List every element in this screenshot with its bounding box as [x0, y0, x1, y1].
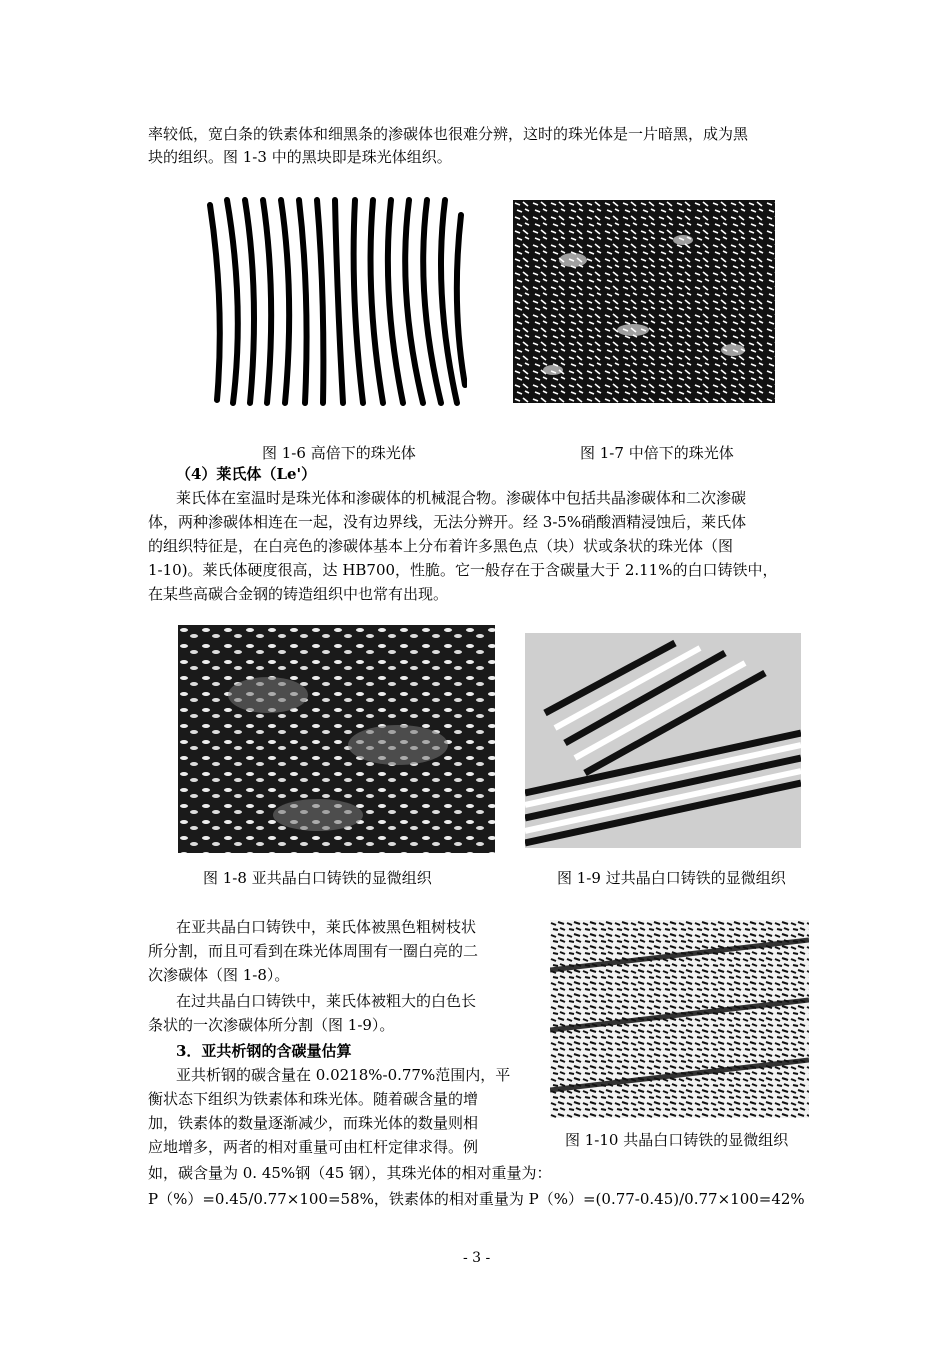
body-text-line: 亚共析钢的碳含量在 0.0218%-0.77%范围内，平 — [176, 1066, 511, 1084]
figure-1-7-image — [513, 200, 775, 403]
body-text-line: 在过共晶白口铸铁中，莱氏体被粗大的白色长 — [176, 992, 477, 1010]
body-text-line: 1-10)。莱氏体硬度很高，达 HB700，性脆。它一般存在于含碳量大于 2.11%的白口铸铁中， — [148, 561, 778, 579]
body-text-line: 率较低，宽白条的铁素体和细黑条的渗碳体也很难分辨，这时的珠光体是一片暗黑，成为黑 — [148, 125, 749, 143]
figure-1-7-caption: 图 1-7 中倍下的珠光体 — [580, 444, 734, 462]
figure-1-10-image — [550, 920, 809, 1118]
body-text-line: 如，碳含量为 0. 45%钢（45 钢），其珠光体的相对重量为： — [148, 1164, 552, 1182]
figure-1-6-caption: 图 1-6 高倍下的珠光体 — [262, 444, 416, 462]
figure-1-9-caption: 图 1-9 过共晶白口铸铁的显微组织 — [557, 869, 786, 887]
body-text-line: 条状的一次渗碳体所分割（图 1-9）。 — [148, 1016, 395, 1034]
body-text-line: 体，两种渗碳体相连在一起，没有边界线，无法分辨开。经 3-5%硝酸酒精浸蚀后，莱氏体 — [148, 513, 747, 531]
page-number: - 3 - — [463, 1250, 491, 1266]
figure-1-9-image — [525, 633, 801, 848]
body-text-line: 在某些高碳合金钢的铸造组织中也常有出现。 — [148, 585, 449, 603]
body-text-line: 所分割，而且可看到在珠光体周围有一圈白亮的二 — [148, 942, 479, 960]
body-text-line: 衡状态下组织为铁素体和珠光体。随着碳含量的增 — [148, 1090, 479, 1108]
body-text-line: 应地增多，两者的相对重量可由杠杆定律求得。例 — [148, 1138, 479, 1156]
body-text-line: 在亚共晶白口铸铁中，莱氏体被黑色粗树枝状 — [176, 918, 477, 936]
body-text-line: 次渗碳体（图 1-8）。 — [148, 966, 290, 984]
body-text-line: 块的组织。图 1-3 中的黑块即是珠光体组织。 — [148, 148, 452, 166]
section-heading: 3．亚共析钢的含碳量估算 — [176, 1042, 352, 1060]
body-text-line: 莱氏体在室温时是珠光体和渗碳体的机械混合物。渗碳体中包括共晶渗碳体和二次渗碳 — [176, 489, 747, 507]
formula-line: P（%）=0.45/0.77×100=58%，铁素体的相对重量为 P（%）=(0.77-0.45)/0.77×100=42% — [148, 1190, 805, 1208]
figure-1-10-caption: 图 1-10 共晶白口铸铁的显微组织 — [565, 1131, 789, 1149]
figure-1-8-caption: 图 1-8 亚共晶白口铸铁的显微组织 — [203, 869, 432, 887]
figure-1-6-image — [205, 195, 467, 407]
body-text-line: 的组织特征是，在白亮色的渗碳体基本上分布着许多黑色点（块）状或条状的珠光体（图 — [148, 537, 734, 555]
section-heading: （4）莱氏体（Le'） — [176, 465, 317, 483]
figure-1-8-image — [178, 625, 495, 853]
body-text-line: 加，铁素体的数量逐渐减少，而珠光体的数量则相 — [148, 1114, 479, 1132]
